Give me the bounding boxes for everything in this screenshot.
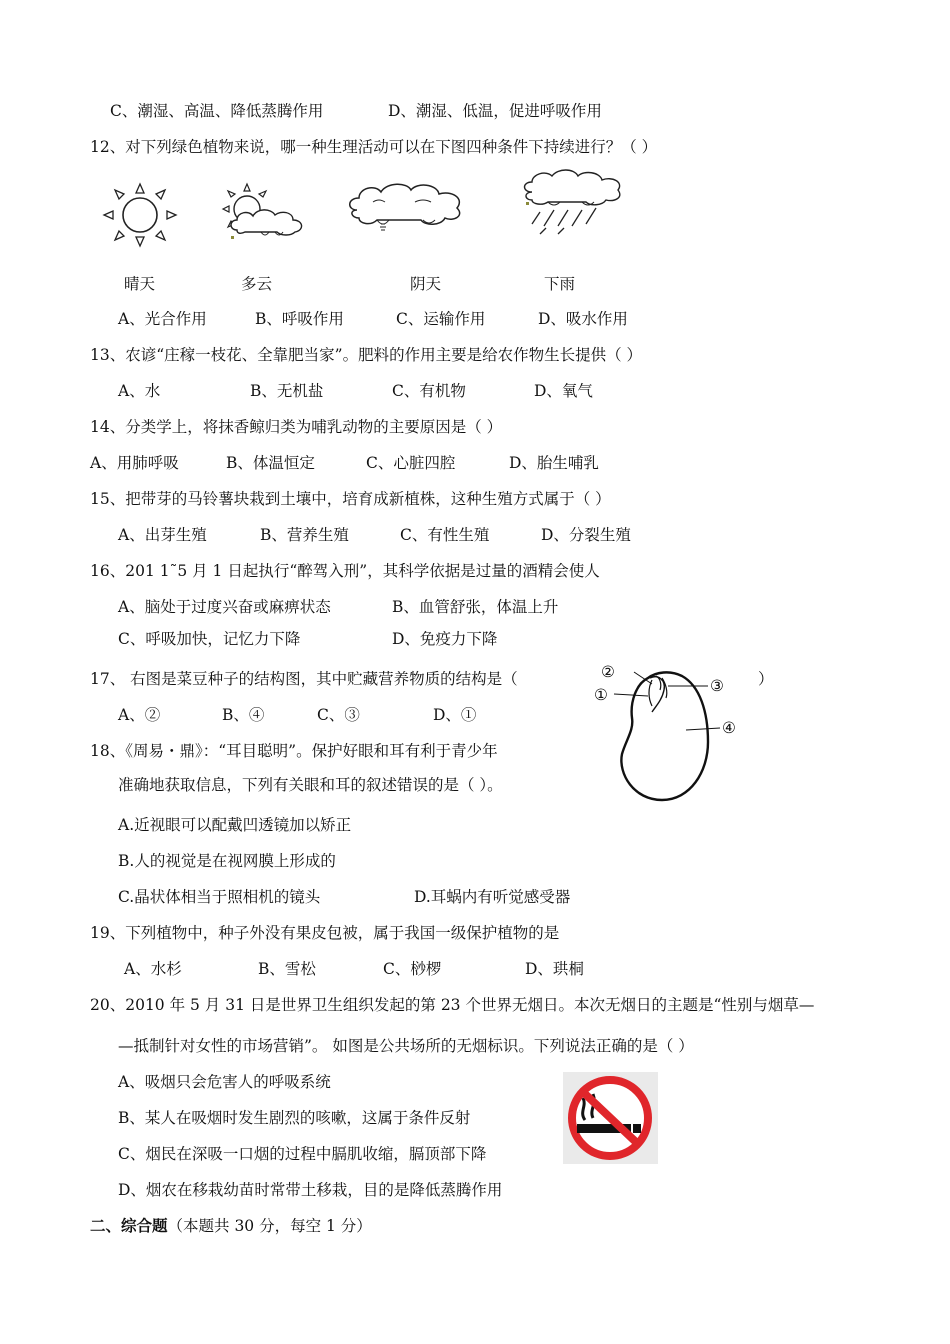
- weather-label-cloudy: 多云: [241, 275, 273, 293]
- q16-option-b: B、血管舒张，体温上升: [392, 598, 559, 616]
- q19-option-b: B、雪松: [258, 960, 316, 978]
- q13-option-a: A、水: [118, 382, 161, 400]
- weather-label-rainy: 下雨: [544, 275, 576, 293]
- seed-label-3: ③: [710, 677, 724, 695]
- q19-stem: 19、下列植物中，种子外没有果皮包被，属于我国一级保护植物的是: [90, 924, 560, 942]
- q14-option-a: A、用肺呼吸: [90, 454, 179, 472]
- q13-stem: 13、农谚“庄稼一枝花、全靠肥当家”。肥料的作用主要是给农作物生长提供（ ）: [90, 346, 643, 364]
- seed-label-4: ④: [722, 719, 736, 737]
- section-2-note: （本题共 30 分，每空 1 分）: [167, 1217, 372, 1235]
- cloudy-icon: [215, 182, 310, 244]
- q17-stem-end: ）: [758, 670, 774, 688]
- q16-stem: 16、201 1˜5 月 1 日起执行“醉驾入刑”，其科学依据是过量的酒精会使人: [90, 562, 600, 580]
- q20-option-a: A、吸烟只会危害人的呼吸系统: [118, 1073, 331, 1091]
- q14-stem: 14、分类学上，将抹香鲸归类为哺乳动物的主要原因是（ ）: [90, 418, 503, 436]
- q16-option-d: D、免疫力下降: [392, 630, 498, 648]
- section-2-heading: [90, 1216, 372, 1236]
- q11-option-c: C、潮湿、高温、降低蒸腾作用: [110, 102, 324, 120]
- q19-option-c: C、桫椤: [383, 960, 442, 978]
- weather-label-overcast: 阴天: [410, 275, 442, 293]
- q19-option-d: D、珙桐: [525, 960, 584, 978]
- q20-stem-line2: —抵制针对女性的市场营销”。 如图是公共场所的无烟标识。下列说法正确的是（ ）: [118, 1037, 694, 1055]
- q14-option-c: C、心脏四腔: [366, 454, 456, 472]
- q18-stem-line1: 18、《周易・鼎》：“耳目聪明”。保护好眼和耳有利于青少年: [90, 742, 498, 760]
- q13-option-c: C、有机物: [392, 382, 466, 400]
- q18-option-b: B.人的视觉是在视网膜上形成的: [118, 852, 336, 870]
- q15-option-b: B、营养生殖: [260, 526, 349, 544]
- q20-option-d: D、烟农在移栽幼苗时常带土移栽，目的是降低蒸腾作用: [118, 1181, 503, 1199]
- q14-option-b: B、体温恒定: [226, 454, 315, 472]
- no-smoking-icon: [563, 1072, 658, 1164]
- seed-label-1: ①: [594, 686, 608, 704]
- q15-option-d: D、分裂生殖: [541, 526, 631, 544]
- q16-option-c: C、呼吸加快，记忆力下降: [118, 630, 301, 648]
- q13-option-b: B、无机盐: [250, 382, 324, 400]
- rainy-icon: [518, 168, 628, 234]
- q18-option-c: C.晶状体相当于照相机的镜头: [118, 888, 321, 906]
- q18-option-a: A.近视眼可以配戴凹透镜加以矫正: [118, 816, 352, 834]
- q17-option-a: A、②: [118, 706, 161, 724]
- q18-option-d: D.耳蜗内有听觉感受器: [414, 888, 571, 906]
- q13-option-d: D、氧气: [534, 382, 593, 400]
- q20-stem-line1: 20、2010 年 5 月 31 日是世界卫生组织发起的第 23 个世界无烟日。本次无烟日的主题是“性别与烟草—: [90, 996, 815, 1014]
- q12-option-a: A、光合作用: [118, 310, 207, 328]
- seed-label-2: ②: [601, 663, 615, 681]
- q17-option-b: B、④: [222, 706, 265, 724]
- q12-option-d: D、吸水作用: [538, 310, 628, 328]
- q14-option-d: D、胎生哺乳: [509, 454, 599, 472]
- q17-option-d: D、①: [433, 706, 477, 724]
- q12-stem: 12、对下列绿色植物来说，哪一种生理活动可以在下图四种条件下持续进行？（ ）: [90, 138, 658, 156]
- weather-label-sunny: 晴天: [124, 275, 156, 293]
- q17-option-c: C、③: [317, 706, 360, 724]
- section-2-title: 二、综合题: [90, 1216, 168, 1235]
- q20-option-b: B、某人在吸烟时发生剧烈的咳嗽，这属于条件反射: [118, 1109, 471, 1127]
- q19-option-a: A、水杉: [124, 960, 182, 978]
- q16-option-a: A、脑处于过度兴奋或麻痹状态: [118, 598, 331, 616]
- q20-option-c: C、烟民在深吸一口烟的过程中膈肌收缩，膈顶部下降: [118, 1145, 487, 1163]
- sunny-icon: [100, 180, 180, 250]
- q17-stem: 17、 右图是菜豆种子的结构图，其中贮藏营养物质的结构是（: [90, 670, 518, 688]
- q15-option-c: C、有性生殖: [400, 526, 490, 544]
- q15-option-a: A、出芽生殖: [118, 526, 207, 544]
- q18-stem-line2: 准确地获取信息，下列有关眼和耳的叙述错误的是（ ）。: [118, 776, 503, 794]
- q12-option-c: C、运输作用: [396, 310, 486, 328]
- overcast-icon: [345, 180, 470, 238]
- q12-option-b: B、呼吸作用: [255, 310, 344, 328]
- q15-stem: 15、把带芽的马铃薯块栽到土壤中，培育成新植株，这种生殖方式属于（ ）: [90, 490, 611, 508]
- q11-option-d: D、潮湿、低温，促进呼吸作用: [388, 102, 602, 120]
